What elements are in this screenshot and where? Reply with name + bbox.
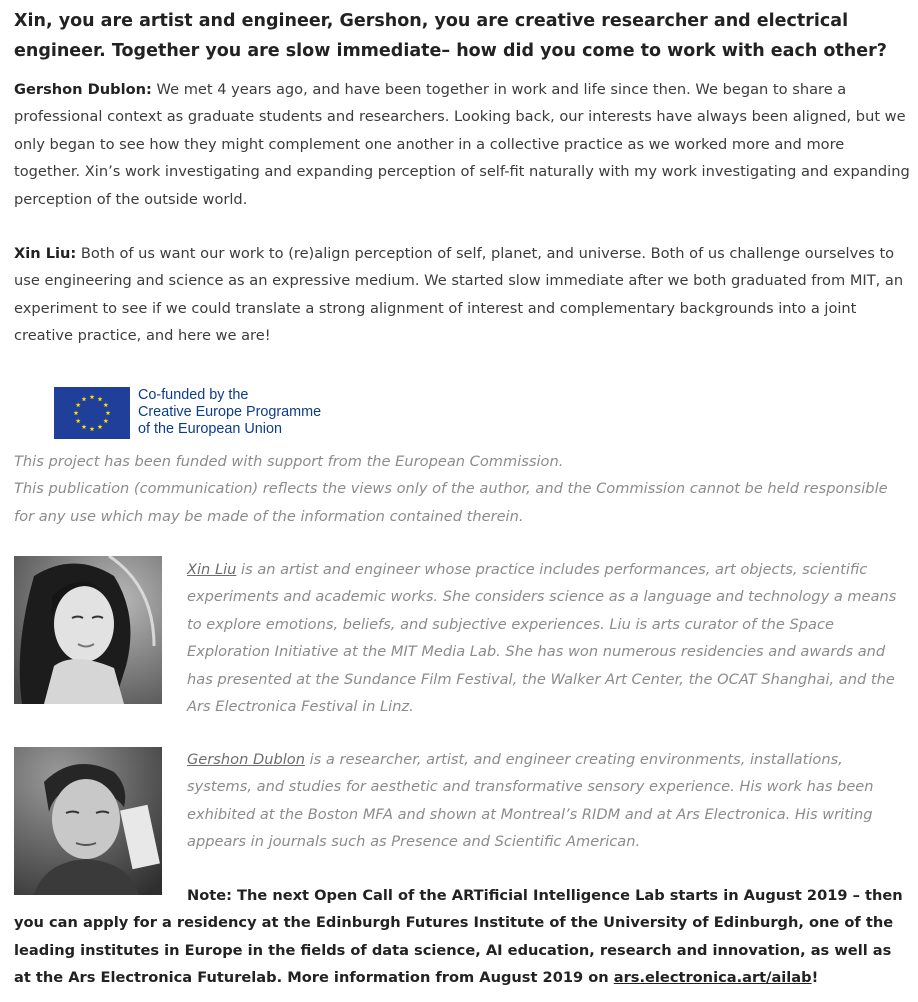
- eu-logo-line-1: Co-funded by the: [138, 387, 249, 403]
- eu-logo-line-2: Creative Europe Programme: [138, 404, 322, 420]
- answer-text: Both of us want our work to (re)align perception of self, planet, and universe. Both of us challenge ourselves to use engineering and science as an expressive medium. We started slow immediate after we both graduated from MIT, an experiment to see if we could translate a strong alignment of interest and complementary backgrounds into a joint creative practice, and here we are!: [14, 245, 904, 345]
- note-text: Note: The next Open Call of the ARTificial Intelligence Lab starts in August 2019 – then you can apply for a residency at the Edinburgh Futures Institute of the University of Edinburgh, one of the leading institutes in Europe in the fields of data science, AI education, research and innovation, as well as at the Ars Electronica Futurelab. More information from August 2019 on: [14, 887, 903, 987]
- speaker-name: Gershon Dublon:: [14, 81, 152, 98]
- xin-liu-portrait: [14, 556, 162, 704]
- funding-disclaimer: [14, 448, 910, 530]
- bio-gershon-dublon: [187, 746, 907, 856]
- answer-xin: [14, 240, 910, 350]
- note-end: !: [811, 969, 819, 987]
- disclaimer-line-1: This project has been funded with support from the European Commission.: [14, 453, 564, 470]
- disclaimer-line-2: This publication (communication) reflects the views only of the author, and the Commission cannot be held responsible for any use which may be made of the information contained therein.: [14, 480, 888, 525]
- bio-text: is a researcher, artist, and engineer creating environments, installations, systems, and studies for aesthetic and transformative sensory experience. His work has been exhibited at the Boston MFA and shown at Montreal’s RIDM and at Ars Electronica. His writing appears in journals such as Presence and Scientific American.: [187, 751, 874, 851]
- xin-liu-link[interactable]: Xin Liu: [187, 561, 237, 578]
- interview-question: Xin, you are artist and engineer, Gershon, you are creative researcher and electrical engineer. Together you are slow immediate– how did you come to work with each other?: [14, 11, 887, 61]
- open-call-note: [14, 882, 910, 992]
- bio-text: is an artist and engineer whose practice includes performances, art objects, scientific experiments and academic works. She considers science as a language and technology a means to explore emotions, beliefs, and subjective experiences. Liu is arts curator of the Space Exploration Initiative at the MIT Media Lab. She has won numerous residencies and awards and has presented at the Sundance Film Festival, the Walker Art Center, the OCAT Shanghai, and the Ars Electronica Festival in Linz.: [187, 561, 897, 716]
- gershon-dublon-portrait: [14, 747, 162, 895]
- eu-logo-line-3: of the European Union: [138, 421, 283, 437]
- ailab-link[interactable]: ars.electronica.art/ailab: [613, 969, 812, 987]
- eu-logo-text: [138, 387, 321, 438]
- bio-xin-liu: [187, 556, 907, 720]
- gershon-dublon-link[interactable]: Gershon Dublon: [187, 751, 305, 768]
- answer-gershon: [14, 76, 910, 213]
- eu-flag-icon: [54, 387, 130, 439]
- speaker-name: Xin Liu:: [14, 245, 77, 262]
- answer-text: We met 4 years ago, and have been together in work and life since then. We began to share a professional context as graduate students and researchers. Looking back, our interests have always been aligned, but we only began to see how they might complement one another in a collective practice as we worked more and more together. Xin’s work investigating and expanding perception of self-fit naturally with my work investigating and expanding perception of the outside world.: [14, 81, 910, 208]
- eu-cofunded-logo: [54, 386, 344, 439]
